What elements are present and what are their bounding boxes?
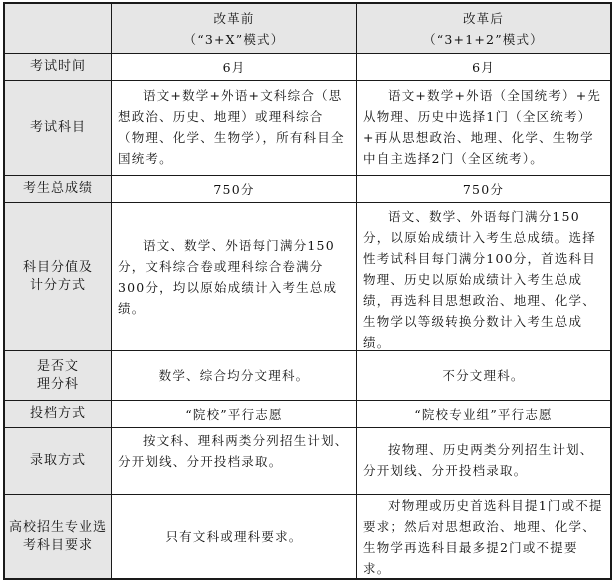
after-value: 语文、数学、外语每门满分150分，以原始成绩计入考生总成绩。选择性考试科目每门满分100分，首选科目物理、历史以原始成绩计入考生总成绩，再选科目思想政治、地理、化学、生物学以等级转换分数计入考生总成绩。 [363, 209, 596, 350]
table-row [5, 176, 610, 203]
row-label: 考试时间 [5, 54, 112, 80]
table-header-row [5, 4, 610, 54]
row-label: 考生总成绩 [5, 176, 112, 202]
after-value: 对物理或历史首选科目提1门或不提要求；然后对思想政治、地理、化学、生物学再选科目最多提2门或不提要求。 [363, 498, 603, 576]
row-label: 科目分值及计分方式 [5, 203, 112, 350]
after-value: 语文+数学+外语（全国统考）+先从物理、历史中选择1门（全区统考）+再从思想政治、地理、化学、生物学中自主选择2门（全区统考）。 [363, 88, 602, 166]
header-blank-cell [5, 4, 112, 53]
before-value: 只有文科或理科要求。 [112, 495, 357, 578]
header-before-mode: （“3+X”模式） [183, 31, 285, 47]
before-value: “院校”平行志愿 [112, 401, 357, 427]
after-value: 6月 [472, 59, 495, 75]
row-label: 是否文理分科 [5, 351, 112, 400]
table-row [5, 203, 610, 351]
row-label: 考试科目 [5, 81, 112, 175]
after-value: 750分 [462, 181, 505, 197]
header-after-mode: （“3+1+2”模式） [423, 31, 544, 47]
before-value: 750分 [112, 176, 357, 202]
reform-comparison-table [3, 2, 612, 580]
header-before-title: 改革前 [213, 10, 255, 26]
before-value: 6月 [112, 54, 357, 80]
table-row [5, 401, 610, 428]
header-after [357, 4, 610, 53]
table-row [5, 428, 610, 495]
row-label: 录取方式 [5, 428, 112, 494]
table-row [5, 81, 610, 176]
header-before [112, 4, 357, 53]
row-label: 高校招生专业选考科目要求 [5, 495, 112, 578]
after-value: 按物理、历史两类分列招生计划、分开划线、分开投档录取。 [363, 442, 594, 478]
header-after-title: 改革后 [462, 10, 505, 26]
table-row [5, 54, 610, 81]
row-label: 投档方式 [5, 401, 112, 427]
table-row [5, 351, 610, 401]
after-value: 不分文理科。 [442, 368, 525, 383]
before-value: 语文+数学+外语+文科综合（思想政治、历史、地理）或理科综合（物理、化学、生物学），所有科目全国统考。 [112, 81, 357, 175]
after-value: “院校专业组”平行志愿 [414, 406, 553, 422]
before-value: 语文、数学、外语每门满分150分，文科综合卷或理科综合卷满分300分，均以原始成绩计入考生总成绩。 [112, 203, 357, 350]
before-value: 数学、综合均分文理科。 [112, 351, 357, 400]
before-value: 按文科、理科两类分列招生计划、分开划线、分开投档录取。 [112, 428, 357, 494]
table-row [5, 495, 610, 578]
